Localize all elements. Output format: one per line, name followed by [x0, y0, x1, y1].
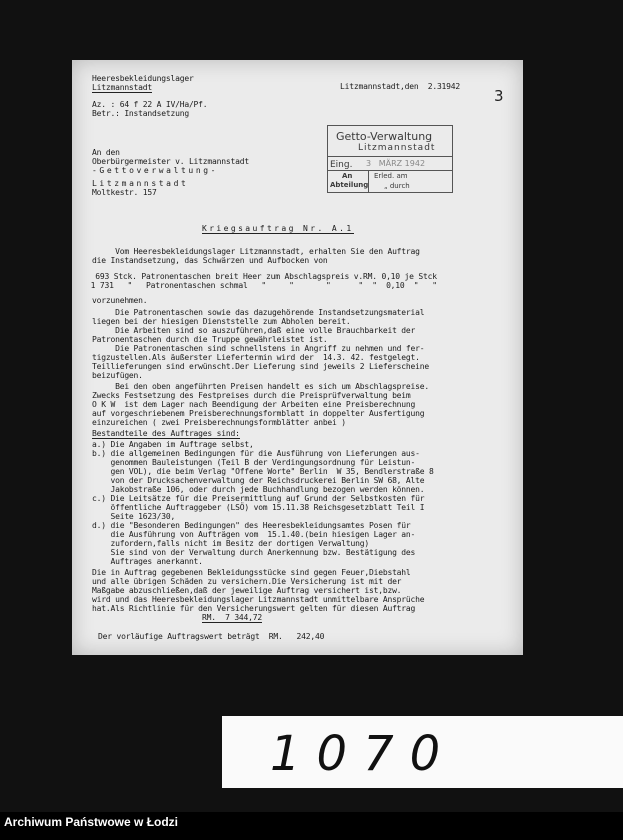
recipient-line3: -Gettoverwaltung-	[92, 166, 219, 175]
paragraph-insurance: Die in Auftrag gegebenen Bekleidungsstücke sind gegen Feuer,Diebstahl und alle übrigen Schäden zu versichern.Die Versicherung ist mit der Maßgabe abzuschließen,daß der jeweilige Auftrag versichert ist,bzw. wird und das Heeresbekleidungslager Litzmannstadt unmittelbare Ansprüche hat.Als Richtlinie für den Versicherungswert gelten für diesen Auftrag	[92, 568, 425, 613]
components-list: a.) Die Angaben im Auftrage selbst, b.) die allgemeinen Bedingungen für die Ausführung von Lieferungen aus- genommen Bauleistungen (Teil B der Verdingungsordnung für Leistun- gen VOL), die beim Verlag "Offene Worte" Berlin W 35, Bendlerstraße 8 von der Drucksachenverwaltung der Reichsdruckerei Berlin SW 68, Alte Jakobstraße 106, oder durch jede Buchhandlung bezogen werden können. c.) Die Leitsätze für die Preisermittlung auf Grund der Selbstkosten für öffentliche Auftraggeber (LSÖ) vom 15.11.38 Reichsgesetzblatt Teil I Seite 1623/30, d.) die "Besonderen Bedingungen" des Heeresbekleidungsamtes Posen für die Ausführung von Aufträgen vom 15.1.40.(bein hiesigen Lager an- zufordern,falls nicht im Besitz der dortigen Verwaltung) Sie sind von der Verwaltung durch Anerkennung bzw. Bestätigung des Auftrages anerkannt.	[92, 440, 434, 566]
stamp-received-label: Eing.	[330, 160, 353, 170]
vorzunehmen-line: vorzunehmen.	[92, 296, 148, 305]
recipient-line2: Oberbürgermeister v. Litzmannstadt	[92, 157, 249, 166]
place-date: Litzmannstadt,den 2.31942	[340, 82, 461, 91]
recipient-line5: Moltkestr. 157	[92, 188, 157, 197]
sender-line1: Heeresbekleidungslager	[92, 74, 194, 83]
intro-line2: die Instandsetzung, das Schwärzen und Aufbocken von	[92, 256, 328, 265]
item-line1: 693 Stck. Patronentaschen breit Heer zum Abschlagspreis v.RM. 0,10 je Stck	[86, 272, 437, 281]
stamp-department-label: Abteilung	[330, 181, 369, 189]
stamp-title: Getto-Verwaltung	[336, 130, 433, 143]
stamp-city: Litzmannstadt	[358, 143, 436, 153]
order-title: Kriegsauftrag Nr. A.1	[202, 224, 354, 233]
document-page	[72, 60, 523, 655]
page-number: 3	[494, 87, 504, 105]
archive-label: Archiwum Państwowe w Łodzi	[4, 815, 179, 829]
received-stamp	[327, 125, 453, 193]
recipient-line4: Litzmannstadt	[92, 179, 189, 188]
provisional-value: Der vorläufige Auftragswert beträgt RM. 242,40	[98, 632, 325, 641]
stamp-received-date: 3 MÄRZ 1942	[366, 159, 426, 168]
stamp-to-label: An	[342, 172, 353, 180]
paragraph-pricing: Bei den oben angeführten Preisen handelt es sich um Abschlagspreise. Zwecks Festsetzung des Festpreises durch die Preisprüfverwaltung beim O K W ist dem Lager nach Beendigung der Arbeiten eine Preisberechnung auf vorgeschriebenem Preisberechnungsformblatt in doppelter Ausfertigung einzureichen ( zwei Preisberechnungsformblätter anbei )	[92, 382, 429, 427]
recipient-line1: An den	[92, 148, 120, 157]
intro-line1: Vom Heeresbekleidungslager Litzmannstadt, erhalten Sie den Auftrag	[92, 247, 420, 256]
stamp-done-label: Erled. am	[374, 172, 408, 180]
stamp-by-label: „ durch	[384, 182, 410, 190]
paragraph-delivery: Die Patronentaschen sowie das dazugehörende Instandsetzungsmaterial liegen bei der hiesigen Dienststelle zum Abholen bereit. Die Arbeiten sind so auszuführen,daß eine volle Brauchbarkeit der Patronentaschen durch die Truppe gewährleistet ist. Die Patronentaschen sind schnellstens in Angriff zu nehmen und fer- tigzustellen.Als äußerster Liefertermin wird der 14.3. 42. festgelegt. Teillieferungen sind erwünscht.Der Lieferung sind jeweils 2 Lieferscheine beizufügen.	[92, 308, 429, 380]
subject-line: Betr.: Instandsetzung	[92, 109, 189, 118]
insured-value: RM. 7 344,72	[202, 613, 263, 622]
item-line2: 1 731 " Patronentaschen schmal " " " " " 0,10 " "	[86, 281, 437, 290]
reference-number: Az. : 64 f 22 A IV/Ha/Pf.	[92, 100, 208, 109]
components-heading: Bestandteile des Auftrages sind:	[92, 429, 240, 438]
sender-line2: Litzmannstadt	[92, 83, 153, 92]
film-frame-number: 1070	[270, 726, 457, 782]
